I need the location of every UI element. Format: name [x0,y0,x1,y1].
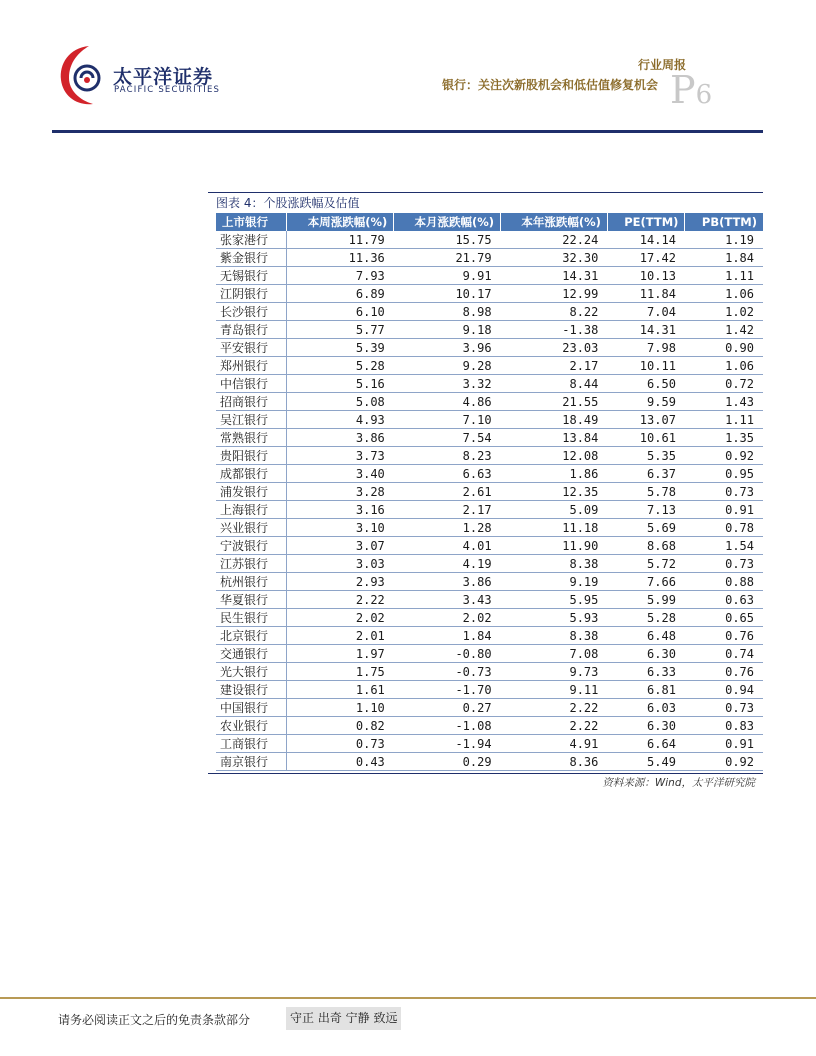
cell-bank-name: 招商银行 [216,393,287,411]
table-row [216,609,763,627]
cell-pb: 1.11 [685,411,763,429]
cell-ytd-change: 23.03 [501,339,608,357]
cell-week-change: 5.39 [287,339,394,357]
table-row [216,483,763,501]
cell-bank-name: 交通银行 [216,645,287,663]
cell-bank-name: 平安银行 [216,339,287,357]
cell-ytd-change: 5.93 [501,609,608,627]
cell-week-change: 1.10 [287,699,394,717]
cell-month-change: 8.98 [394,303,501,321]
cell-ytd-change: 11.18 [501,519,608,537]
table-row [216,645,763,663]
col-header-ytd-change: 本年涨跌幅(%) [501,213,608,231]
table-row [216,321,763,339]
footer-divider [0,997,816,999]
cell-pe: 5.35 [607,447,685,465]
cell-month-change: -0.80 [394,645,501,663]
table-row [216,537,763,555]
cell-month-change: 4.19 [394,555,501,573]
cell-pb: 1.02 [685,303,763,321]
cell-pb: 0.95 [685,465,763,483]
table-row [216,393,763,411]
cell-month-change: 9.18 [394,321,501,339]
cell-month-change: 2.61 [394,483,501,501]
cell-bank-name: 青岛银行 [216,321,287,339]
cell-bank-name: 杭州银行 [216,573,287,591]
cell-month-change: 0.29 [394,753,501,771]
cell-month-change: -1.70 [394,681,501,699]
cell-week-change: 1.61 [287,681,394,699]
cell-pb: 1.11 [685,267,763,285]
cell-pb: 0.92 [685,447,763,465]
cell-bank-name: 郑州银行 [216,357,287,375]
cell-bank-name: 江苏银行 [216,555,287,573]
cell-ytd-change: 12.35 [501,483,608,501]
cell-pe: 11.84 [607,285,685,303]
table-row [216,231,763,249]
cell-pe: 6.30 [607,645,685,663]
cell-week-change: 3.28 [287,483,394,501]
table-row [216,339,763,357]
stock-performance-table-block [208,192,763,790]
cell-pe: 6.64 [607,735,685,753]
cell-bank-name: 张家港行 [216,231,287,249]
cell-month-change: 1.84 [394,627,501,645]
cell-pe: 10.13 [607,267,685,285]
cell-ytd-change: 14.31 [501,267,608,285]
cell-pb: 0.63 [685,591,763,609]
cell-pb: 1.35 [685,429,763,447]
cell-month-change: 3.32 [394,375,501,393]
cell-bank-name: 上海银行 [216,501,287,519]
cell-bank-name: 长沙银行 [216,303,287,321]
cell-month-change: 7.10 [394,411,501,429]
header-divider [52,130,763,133]
cell-bank-name: 南京银行 [216,753,287,771]
table-row [216,519,763,537]
col-header-pe: PE(TTM) [607,213,685,231]
cell-bank-name: 北京银行 [216,627,287,645]
table-row [216,573,763,591]
cell-bank-name: 常熟银行 [216,429,287,447]
cell-month-change: 2.02 [394,609,501,627]
cell-week-change: 2.93 [287,573,394,591]
cell-ytd-change: 8.44 [501,375,608,393]
cell-ytd-change: 9.19 [501,573,608,591]
cell-week-change: 3.40 [287,465,394,483]
cell-week-change: 5.16 [287,375,394,393]
cell-week-change: 3.16 [287,501,394,519]
table-caption: 图表 4：个股涨跌幅及估值 [216,196,360,210]
cell-pb: 0.92 [685,753,763,771]
cell-pe: 6.37 [607,465,685,483]
page-letter: P [670,68,696,112]
cell-pb: 0.90 [685,339,763,357]
cell-ytd-change: 2.22 [501,699,608,717]
cell-ytd-change: 32.30 [501,249,608,267]
cell-pe: 6.33 [607,663,685,681]
cell-ytd-change: 8.38 [501,627,608,645]
cell-bank-name: 贵阳银行 [216,447,287,465]
cell-pb: 0.76 [685,627,763,645]
cell-month-change: 4.86 [394,393,501,411]
page-digit: 6 [695,80,713,110]
cell-month-change: 8.23 [394,447,501,465]
table-row [216,285,763,303]
cell-bank-name: 民生银行 [216,609,287,627]
table-row [216,375,763,393]
cell-pe: 7.04 [607,303,685,321]
cell-bank-name: 工商银行 [216,735,287,753]
cell-month-change: 10.17 [394,285,501,303]
cell-bank-name: 宁波银行 [216,537,287,555]
cell-pe: 14.31 [607,321,685,339]
cell-week-change: 3.86 [287,429,394,447]
cell-pe: 6.03 [607,699,685,717]
table-row [216,663,763,681]
table-row [216,627,763,645]
cell-pe: 6.50 [607,375,685,393]
cell-week-change: 1.75 [287,663,394,681]
cell-week-change: 2.22 [287,591,394,609]
report-type: 行业周报 [637,58,686,72]
cell-week-change: 0.82 [287,717,394,735]
table-row [216,699,763,717]
cell-week-change: 3.73 [287,447,394,465]
cell-week-change: 3.03 [287,555,394,573]
cell-ytd-change: 5.95 [501,591,608,609]
cell-month-change: 4.01 [394,537,501,555]
cell-pb: 0.65 [685,609,763,627]
table-row [216,681,763,699]
cell-pb: 0.74 [685,645,763,663]
cell-pb: 1.42 [685,321,763,339]
cell-week-change: 5.77 [287,321,394,339]
table-row [216,303,763,321]
cell-bank-name: 成都银行 [216,465,287,483]
cell-pe: 7.66 [607,573,685,591]
cell-pb: 1.43 [685,393,763,411]
cell-week-change: 4.93 [287,411,394,429]
cell-pe: 6.48 [607,627,685,645]
cell-pe: 10.11 [607,357,685,375]
cell-pe: 7.13 [607,501,685,519]
cell-week-change: 5.28 [287,357,394,375]
table-row [216,357,763,375]
cell-week-change: 5.08 [287,393,394,411]
cell-pb: 0.78 [685,519,763,537]
cell-pe: 13.07 [607,411,685,429]
cell-week-change: 2.02 [287,609,394,627]
cell-month-change: 3.86 [394,573,501,591]
cell-week-change: 3.07 [287,537,394,555]
cell-month-change: 15.75 [394,231,501,249]
cell-week-change: 11.79 [287,231,394,249]
cell-pb: 0.72 [685,375,763,393]
table-row [216,429,763,447]
col-header-pb: PB(TTM) [685,213,763,231]
cell-bank-name: 江阴银行 [216,285,287,303]
report-title: 银行：关注次新股机会和低估值修复机会 [441,78,658,92]
cell-ytd-change: 18.49 [501,411,608,429]
cell-pe: 14.14 [607,231,685,249]
cell-ytd-change: 2.22 [501,717,608,735]
cell-bank-name: 兴业银行 [216,519,287,537]
cell-ytd-change: -1.38 [501,321,608,339]
cell-pb: 0.91 [685,735,763,753]
stock-performance-table [216,213,763,771]
table-source-note: 资料来源：Wind，太平洋研究院 [602,777,755,789]
table-row [216,591,763,609]
cell-ytd-change: 13.84 [501,429,608,447]
table-row [216,753,763,771]
cell-pb: 1.54 [685,537,763,555]
cell-pe: 7.98 [607,339,685,357]
cell-week-change: 0.73 [287,735,394,753]
cell-bank-name: 紫金银行 [216,249,287,267]
cell-ytd-change: 1.86 [501,465,608,483]
cell-ytd-change: 4.91 [501,735,608,753]
cell-bank-name: 中信银行 [216,375,287,393]
cell-pe: 8.68 [607,537,685,555]
cell-pb: 1.06 [685,285,763,303]
pacific-logo-icon [55,40,113,110]
table-row [216,411,763,429]
cell-pb: 0.73 [685,555,763,573]
cell-pe: 9.59 [607,393,685,411]
cell-pb: 1.19 [685,231,763,249]
cell-month-change: -1.08 [394,717,501,735]
logo-english-name: PACIFIC SECURITIES [114,85,221,95]
cell-month-change: 0.27 [394,699,501,717]
cell-ytd-change: 7.08 [501,645,608,663]
cell-month-change: 3.43 [394,591,501,609]
cell-pe: 5.49 [607,753,685,771]
table-row [216,735,763,753]
cell-bank-name: 华夏银行 [216,591,287,609]
table-row [216,447,763,465]
cell-pe: 10.61 [607,429,685,447]
cell-bank-name: 光大银行 [216,663,287,681]
cell-week-change: 2.01 [287,627,394,645]
cell-pb: 1.84 [685,249,763,267]
cell-bank-name: 中国银行 [216,699,287,717]
cell-ytd-change: 8.36 [501,753,608,771]
page-number [670,68,712,112]
cell-pe: 6.81 [607,681,685,699]
cell-pe: 5.28 [607,609,685,627]
footer-disclaimer: 请务必阅读正文之后的免责条款部分 [58,1013,251,1027]
table-row [216,717,763,735]
cell-week-change: 11.36 [287,249,394,267]
cell-month-change: -0.73 [394,663,501,681]
col-header-month-change: 本月涨跌幅(%) [394,213,501,231]
logo-chinese-name: 太平洋证券 [113,66,214,88]
cell-bank-name: 吴江银行 [216,411,287,429]
cell-ytd-change: 8.38 [501,555,608,573]
cell-ytd-change: 2.17 [501,357,608,375]
cell-pb: 0.73 [685,483,763,501]
cell-month-change: 21.79 [394,249,501,267]
cell-bank-name: 农业银行 [216,717,287,735]
cell-ytd-change: 12.99 [501,285,608,303]
cell-pb: 0.88 [685,573,763,591]
cell-ytd-change: 9.11 [501,681,608,699]
table-body [216,231,763,771]
cell-month-change: 3.96 [394,339,501,357]
cell-ytd-change: 12.08 [501,447,608,465]
table-row [216,249,763,267]
table-row [216,555,763,573]
cell-week-change: 1.97 [287,645,394,663]
cell-month-change: 2.17 [394,501,501,519]
table-row [216,465,763,483]
cell-pe: 6.30 [607,717,685,735]
cell-pb: 0.73 [685,699,763,717]
table-row [216,501,763,519]
cell-pe: 17.42 [607,249,685,267]
cell-month-change: -1.94 [394,735,501,753]
cell-week-change: 0.43 [287,753,394,771]
cell-week-change: 6.10 [287,303,394,321]
cell-pe: 5.69 [607,519,685,537]
cell-pb: 1.06 [685,357,763,375]
table-header-row [216,213,763,231]
cell-pe: 5.72 [607,555,685,573]
cell-month-change: 9.28 [394,357,501,375]
footer-motto: 守正 出奇 宁静 致远 [286,1007,401,1030]
cell-bank-name: 无锡银行 [216,267,287,285]
cell-pb: 0.83 [685,717,763,735]
cell-month-change: 7.54 [394,429,501,447]
cell-ytd-change: 21.55 [501,393,608,411]
cell-ytd-change: 9.73 [501,663,608,681]
cell-week-change: 3.10 [287,519,394,537]
cell-ytd-change: 8.22 [501,303,608,321]
col-header-week-change: 本周涨跌幅(%) [287,213,394,231]
cell-month-change: 6.63 [394,465,501,483]
company-logo [55,40,235,110]
cell-week-change: 7.93 [287,267,394,285]
cell-pb: 0.76 [685,663,763,681]
col-header-bank: 上市银行 [216,213,287,231]
cell-month-change: 9.91 [394,267,501,285]
cell-bank-name: 浦发银行 [216,483,287,501]
table-row [216,267,763,285]
cell-week-change: 6.89 [287,285,394,303]
cell-month-change: 1.28 [394,519,501,537]
cell-ytd-change: 22.24 [501,231,608,249]
cell-pe: 5.99 [607,591,685,609]
cell-pb: 0.91 [685,501,763,519]
cell-bank-name: 建设银行 [216,681,287,699]
cell-pb: 0.94 [685,681,763,699]
cell-pe: 5.78 [607,483,685,501]
cell-ytd-change: 11.90 [501,537,608,555]
cell-ytd-change: 5.09 [501,501,608,519]
